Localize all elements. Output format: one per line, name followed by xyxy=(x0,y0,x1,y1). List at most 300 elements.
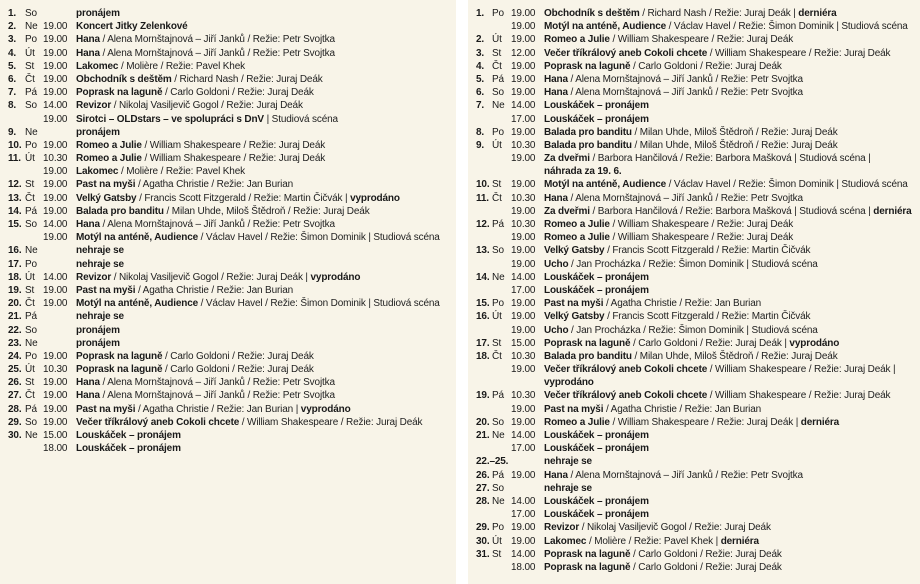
show-time: 19.00 xyxy=(511,126,536,138)
weekday: Po xyxy=(492,298,504,310)
event-details: / Richard Nash / Režie: Juraj Deák | xyxy=(639,8,799,19)
event-details: / Václav Havel / Režie: Šimon Dominik | Studiová scéna xyxy=(198,232,440,244)
event-description xyxy=(544,271,918,284)
event-title: Poprask na laguně xyxy=(544,561,631,573)
event-title: Romeo a Julie xyxy=(76,139,142,151)
day-number: 11. xyxy=(476,192,489,204)
event-title: nehraje se xyxy=(76,311,124,323)
weekday: Út xyxy=(492,34,502,46)
show-time: 19.00 xyxy=(43,232,68,244)
show-time: 19.00 xyxy=(43,47,68,59)
event-description xyxy=(544,126,918,139)
event-description xyxy=(76,60,454,73)
event-details: / William Shakespeare / Režie: Juraj Deák | xyxy=(707,364,896,376)
event-description xyxy=(544,178,918,191)
show-time: 10.30 xyxy=(511,139,536,151)
show-time: 18.00 xyxy=(43,443,68,455)
weekday: St xyxy=(492,548,502,560)
event-status: derniéra xyxy=(873,205,912,217)
event-title: Hana xyxy=(544,73,568,85)
show-time: 17.00 xyxy=(511,443,536,455)
weekday: Po xyxy=(25,258,37,270)
weekday: Út xyxy=(25,47,35,59)
schedule-panel-left xyxy=(0,0,456,584)
event-description xyxy=(76,33,454,46)
day-number: 23. xyxy=(8,337,22,349)
event-details: / Alena Mornštajnová – Jiří Janků / Režie: Petr Svojtka xyxy=(99,34,335,46)
weekday: Pá xyxy=(492,219,504,230)
event-details: / Nikolaj Vasiljevič Gogol / Režie: Juraj Deák xyxy=(111,100,303,112)
weekday: Ne xyxy=(492,430,505,441)
event-details: / Carlo Goldoni / Režie: Juraj Deák | xyxy=(630,337,790,349)
event-details: / Václav Havel / Režie: Šimon Dominik | Studiová scéna xyxy=(666,21,908,33)
event-description xyxy=(544,469,918,482)
event-title: Hana xyxy=(76,47,100,59)
event-description xyxy=(544,376,918,389)
event-title: Revizor xyxy=(544,522,580,534)
event-title: Poprask na laguně xyxy=(544,337,631,349)
event-details: / Richard Nash / Režie: Juraj Deák xyxy=(171,73,323,85)
schedule-panel-right xyxy=(468,0,920,584)
schedule-row xyxy=(0,284,456,297)
event-description xyxy=(76,403,454,416)
event-description xyxy=(76,416,454,429)
show-time: 19.00 xyxy=(43,73,68,85)
event-title: Poprask na laguně xyxy=(76,87,163,99)
show-time: 15.00 xyxy=(43,430,68,441)
show-time: 17.00 xyxy=(511,509,536,521)
weekday: Čt xyxy=(492,60,502,72)
event-title: Revizor xyxy=(76,271,112,283)
event-title: Hana xyxy=(76,377,100,389)
show-time: 19.00 xyxy=(511,258,536,270)
event-description xyxy=(544,139,918,152)
schedule-row xyxy=(468,47,920,60)
schedule-row xyxy=(468,152,920,165)
schedule-row xyxy=(468,99,920,112)
schedule-row xyxy=(0,310,456,323)
event-title: Motýl na anténě, Audience xyxy=(544,21,667,33)
day-number: 17. xyxy=(8,258,22,270)
show-time: 10.30 xyxy=(511,390,536,402)
show-time: 19.00 xyxy=(511,403,536,415)
schedule-row xyxy=(468,429,920,442)
event-description xyxy=(76,113,454,126)
event-details: / Barbora Hančilová / Režie: Barbora Mašková | Studiová scéna | xyxy=(589,153,871,165)
schedule-row xyxy=(468,389,920,402)
event-title: Past na myši xyxy=(544,403,604,415)
event-title: Louskáček – pronájem xyxy=(544,284,649,296)
weekday: Čt xyxy=(25,390,35,402)
schedule-row xyxy=(0,7,456,20)
show-time: 19.00 xyxy=(511,232,536,244)
event-details: / Carlo Goldoni / Režie: Juraj Deák xyxy=(630,548,782,560)
schedule-row xyxy=(0,271,456,284)
weekday: Pá xyxy=(25,311,37,323)
schedule-row xyxy=(468,258,920,271)
show-time: 19.00 xyxy=(43,298,68,310)
event-title: Motýl na anténě, Audience xyxy=(76,298,199,310)
day-number: 22.–25. xyxy=(476,456,509,468)
event-title: vyprodáno xyxy=(544,377,594,389)
schedule-row xyxy=(468,218,920,231)
show-time: 19.00 xyxy=(43,60,68,72)
day-number: 9. xyxy=(476,139,485,151)
event-title: Sirotci – OLDstars – ve spolupráci s DnV xyxy=(76,113,264,125)
event-details: / Molière / Režie: Pavel Khek xyxy=(118,166,245,178)
schedule-row xyxy=(468,521,920,534)
event-details: / Milan Uhde, Miloš Štědroň / Režie: Juraj Deák xyxy=(631,139,838,151)
event-details: / William Shakespeare / Režie: Juraj Deák xyxy=(609,232,794,244)
event-details: / Agatha Christie / Režie: Jan Burian xyxy=(135,179,294,191)
event-title: Obchodník s deštěm xyxy=(76,73,172,85)
show-time: 19.00 xyxy=(43,113,68,125)
day-number: 2. xyxy=(8,21,17,33)
schedule-row xyxy=(468,363,920,376)
schedule-row xyxy=(0,139,456,152)
event-details: / Alena Mornštajnová – Jiří Janků / Režie: Petr Svojtka xyxy=(567,73,803,85)
event-details: / Francis Scott Fitzgerald / Režie: Martin Čičvák xyxy=(604,245,811,257)
schedule-row xyxy=(468,73,920,86)
show-time: 10.30 xyxy=(511,192,536,204)
schedule-row xyxy=(468,548,920,561)
event-description xyxy=(544,535,918,548)
day-number: 8. xyxy=(8,100,17,112)
show-time: 19.00 xyxy=(511,34,536,46)
schedule-row xyxy=(0,152,456,165)
day-number: 18. xyxy=(8,271,22,283)
schedule-row xyxy=(468,113,920,126)
schedule-row xyxy=(0,442,456,455)
schedule-row xyxy=(0,86,456,99)
event-title: Za dveřmi xyxy=(544,153,590,165)
schedule-row xyxy=(468,297,920,310)
event-details: / Agatha Christie / Režie: Jan Burian | xyxy=(135,403,301,415)
weekday: Čt xyxy=(25,298,35,310)
event-description xyxy=(544,205,918,218)
show-time: 19.00 xyxy=(43,416,68,428)
event-status: vyprodáno xyxy=(350,192,400,204)
event-details: / Václav Havel / Režie: Šimon Dominik | Studiová scéna xyxy=(666,179,908,191)
schedule-row xyxy=(468,178,920,191)
day-number: 16. xyxy=(476,311,490,323)
day-number: 29. xyxy=(476,522,490,534)
day-number: 15. xyxy=(8,219,22,230)
day-number: 4. xyxy=(476,60,485,72)
event-description xyxy=(76,258,454,271)
event-details: / Carlo Goldoni / Režie: Juraj Deák xyxy=(630,561,782,573)
show-time: 19.00 xyxy=(511,87,536,99)
weekday: St xyxy=(25,60,35,72)
event-description xyxy=(544,350,918,363)
day-number: 12. xyxy=(8,179,22,191)
event-description xyxy=(544,20,918,33)
schedule-row xyxy=(468,284,920,297)
event-title: Večer tříkrálový aneb Cokoli chcete xyxy=(544,47,708,59)
schedule-row xyxy=(468,561,920,574)
event-title: Koncert Jitky Zelenkové xyxy=(76,21,188,33)
schedule-row xyxy=(0,165,456,178)
event-description xyxy=(544,33,918,46)
show-time: 19.00 xyxy=(43,192,68,204)
event-details: / Jan Procházka / Režie: Šimon Dominik | Studiová scéna xyxy=(568,258,818,270)
schedule-row xyxy=(468,508,920,521)
event-title: Louskáček – pronájem xyxy=(544,495,649,507)
weekday: Čt xyxy=(25,73,35,85)
event-description xyxy=(76,389,454,402)
day-number: 9. xyxy=(8,126,17,138)
event-description xyxy=(76,350,454,363)
event-title: Hana xyxy=(544,87,568,99)
event-description xyxy=(76,244,454,257)
event-details: / Alena Mornštajnová – Jiří Janků / Režie: Petr Svojtka xyxy=(99,219,335,230)
schedule-row xyxy=(0,416,456,429)
event-details: / Barbora Hančilová / Režie: Barbora Mašková | Studiová scéna | xyxy=(589,205,874,217)
weekday: Čt xyxy=(492,350,502,362)
day-number: 10. xyxy=(8,139,22,151)
schedule-row xyxy=(0,178,456,191)
day-number: 18. xyxy=(476,350,490,362)
event-description xyxy=(76,86,454,99)
event-description xyxy=(544,165,918,178)
weekday: Po xyxy=(492,126,504,138)
schedule-row xyxy=(0,324,456,337)
show-time: 19.00 xyxy=(511,522,536,534)
show-time: 19.00 xyxy=(511,298,536,310)
event-title: Louskáček – pronájem xyxy=(544,443,649,455)
event-title: Lakomec xyxy=(76,60,119,72)
day-number: 20. xyxy=(476,416,490,428)
show-time: 14.00 xyxy=(511,495,536,507)
event-details: / Agatha Christie / Režie: Jan Burian xyxy=(135,284,294,296)
event-description xyxy=(544,548,918,561)
day-number: 7. xyxy=(476,100,485,112)
show-time: 14.00 xyxy=(511,100,536,112)
day-number: 31. xyxy=(476,548,490,560)
event-description xyxy=(76,271,454,284)
schedule-row xyxy=(0,192,456,205)
weekday: Pá xyxy=(492,469,504,481)
day-number: 11. xyxy=(8,153,21,165)
event-title: Hana xyxy=(544,192,568,204)
event-description xyxy=(544,60,918,73)
day-number: 3. xyxy=(8,34,17,46)
day-number: 26. xyxy=(476,469,490,481)
event-description xyxy=(76,165,454,178)
event-status: derniéra xyxy=(798,8,837,19)
event-description xyxy=(544,324,918,337)
schedule-row xyxy=(468,60,920,73)
day-number: 27. xyxy=(476,482,490,494)
schedule-row xyxy=(468,192,920,205)
schedule-row xyxy=(0,244,456,257)
weekday: Pá xyxy=(492,73,504,85)
event-description xyxy=(76,218,454,231)
event-title: Louskáček – pronájem xyxy=(544,113,649,125)
day-number: 1. xyxy=(476,8,485,19)
event-title: Velký Gatsby xyxy=(544,245,605,257)
schedule-row xyxy=(468,271,920,284)
schedule-row xyxy=(468,495,920,508)
event-title: nehraje se xyxy=(544,482,592,494)
event-title: nehraje se xyxy=(76,245,124,257)
event-title: Lakomec xyxy=(76,166,119,178)
event-title: pronájem xyxy=(76,337,120,349)
weekday: Ne xyxy=(25,245,38,257)
event-description xyxy=(544,508,918,521)
show-time: 19.00 xyxy=(511,364,536,376)
show-time: 19.00 xyxy=(43,179,68,191)
schedule-row xyxy=(468,416,920,429)
event-details: / Carlo Goldoni / Režie: Juraj Deák xyxy=(630,60,782,72)
schedule-row xyxy=(0,376,456,389)
weekday: Po xyxy=(492,522,504,534)
schedule-row xyxy=(468,139,920,152)
schedule-row xyxy=(468,231,920,244)
event-title: Past na myši xyxy=(76,179,136,191)
show-time: 18.00 xyxy=(511,561,536,573)
weekday: St xyxy=(492,47,502,59)
weekday: So xyxy=(25,219,37,230)
event-description xyxy=(544,521,918,534)
event-title: Balada pro banditu xyxy=(544,139,632,151)
schedule-row xyxy=(468,7,920,20)
schedule-row xyxy=(0,205,456,218)
show-time: 19.00 xyxy=(511,8,536,19)
event-description xyxy=(76,20,454,33)
schedule-row xyxy=(468,310,920,323)
event-title: Poprask na laguně xyxy=(544,60,631,72)
weekday: St xyxy=(25,284,35,296)
event-description xyxy=(544,455,918,468)
event-description xyxy=(76,139,454,152)
show-time: 19.00 xyxy=(511,21,536,33)
show-time: 19.00 xyxy=(43,87,68,99)
show-time: 14.00 xyxy=(511,271,536,283)
event-details: / Milan Uhde, Miloš Štědroň / Režie: Juraj Deák xyxy=(163,205,370,217)
event-details: / Nikolaj Vasiljevič Gogol / Režie: Juraj Deák xyxy=(579,522,771,534)
show-time: 19.00 xyxy=(43,166,68,178)
weekday: Ne xyxy=(25,337,38,349)
event-description xyxy=(76,126,454,139)
event-description xyxy=(76,324,454,337)
event-description xyxy=(544,218,918,231)
event-title: nehraje se xyxy=(76,258,124,270)
event-description xyxy=(76,7,454,20)
schedule-row xyxy=(468,20,920,33)
event-title: pronájem xyxy=(76,324,120,336)
schedule-list-left xyxy=(0,7,456,455)
event-details: / Alena Mornštajnová – Jiří Janků / Režie: Petr Svojtka xyxy=(99,390,335,402)
show-time: 14.00 xyxy=(43,219,68,230)
show-time: 10.30 xyxy=(43,364,68,376)
day-number: 14. xyxy=(8,205,22,217)
weekday: So xyxy=(492,87,504,99)
weekday: St xyxy=(25,179,35,191)
event-description xyxy=(76,284,454,297)
event-description xyxy=(544,192,918,205)
day-number: 6. xyxy=(8,73,17,85)
event-title: Hana xyxy=(76,34,100,46)
event-description xyxy=(76,152,454,165)
event-details: / Molière / Režie: Pavel Khek xyxy=(118,60,245,72)
event-description xyxy=(76,47,454,60)
show-time: 19.00 xyxy=(511,153,536,165)
event-description xyxy=(76,192,454,205)
show-time: 19.00 xyxy=(511,535,536,547)
weekday: Út xyxy=(492,311,502,323)
schedule-row xyxy=(468,403,920,416)
weekday: So xyxy=(25,100,37,112)
event-description xyxy=(76,429,454,442)
weekday: Ne xyxy=(492,271,505,283)
show-time: 19.00 xyxy=(43,139,68,151)
weekday: Ne xyxy=(25,21,38,33)
schedule-row xyxy=(468,33,920,46)
event-title: Večer tříkrálový aneb Cokoli chcete xyxy=(76,416,240,428)
event-details: / Carlo Goldoni / Režie: Juraj Deák xyxy=(162,350,314,362)
show-time: 14.00 xyxy=(511,430,536,441)
show-time: 17.00 xyxy=(511,284,536,296)
schedule-row xyxy=(0,363,456,376)
event-status: vyprodáno xyxy=(789,337,840,349)
schedule-row xyxy=(468,337,920,350)
event-title: Motýl na anténě, Audience xyxy=(76,232,199,244)
event-title: náhrada za 19. 6. xyxy=(544,166,622,178)
schedule-row xyxy=(0,73,456,86)
event-details: / Nikolaj Vasiljevič Gogol / Režie: Juraj Deák | xyxy=(111,271,311,283)
event-details: / William Shakespeare / Režie: Juraj Deák xyxy=(141,139,326,151)
event-description xyxy=(544,152,918,165)
day-number: 19. xyxy=(476,390,490,402)
event-title: Hana xyxy=(76,390,100,402)
show-time: 19.00 xyxy=(511,73,536,85)
schedule-row xyxy=(468,535,920,548)
weekday: Po xyxy=(25,350,37,362)
weekday: So xyxy=(492,245,504,257)
event-details: / William Shakespeare / Režie: Juraj Deák xyxy=(141,153,326,165)
event-title: Večer tříkrálový aneb Cokoli chcete xyxy=(544,364,708,376)
schedule-row xyxy=(468,376,920,389)
day-number: 5. xyxy=(476,73,485,85)
event-details: / William Shakespeare / Režie: Juraj Deák xyxy=(239,416,423,428)
schedule-row xyxy=(468,482,920,495)
day-number: 30. xyxy=(8,430,22,441)
day-number: 17. xyxy=(476,337,490,349)
event-details: / William Shakespeare / Režie: Juraj Deák | xyxy=(609,416,801,428)
weekday: Ne xyxy=(492,495,505,507)
event-title: nehraje se xyxy=(544,456,592,468)
event-title: Večer tříkrálový aneb Cokoli chcete xyxy=(544,390,708,402)
show-time: 19.00 xyxy=(43,34,68,46)
event-description xyxy=(544,231,918,244)
schedule-row xyxy=(468,455,920,468)
schedule-row xyxy=(0,258,456,271)
schedule-row xyxy=(0,126,456,139)
weekday: Pá xyxy=(492,390,504,402)
event-description xyxy=(544,482,918,495)
event-details: / Alena Mornštajnová – Jiří Janků / Režie: Petr Svojtka xyxy=(99,377,335,389)
event-description xyxy=(544,86,918,99)
event-description xyxy=(544,244,918,257)
day-number: 1. xyxy=(8,8,17,19)
schedule-row xyxy=(0,350,456,363)
event-title: Balada pro banditu xyxy=(76,205,164,217)
day-number: 2. xyxy=(476,34,485,46)
schedule-row xyxy=(468,324,920,337)
event-details: / Agatha Christie / Režie: Jan Burian xyxy=(603,298,762,310)
weekday: So xyxy=(25,324,37,336)
